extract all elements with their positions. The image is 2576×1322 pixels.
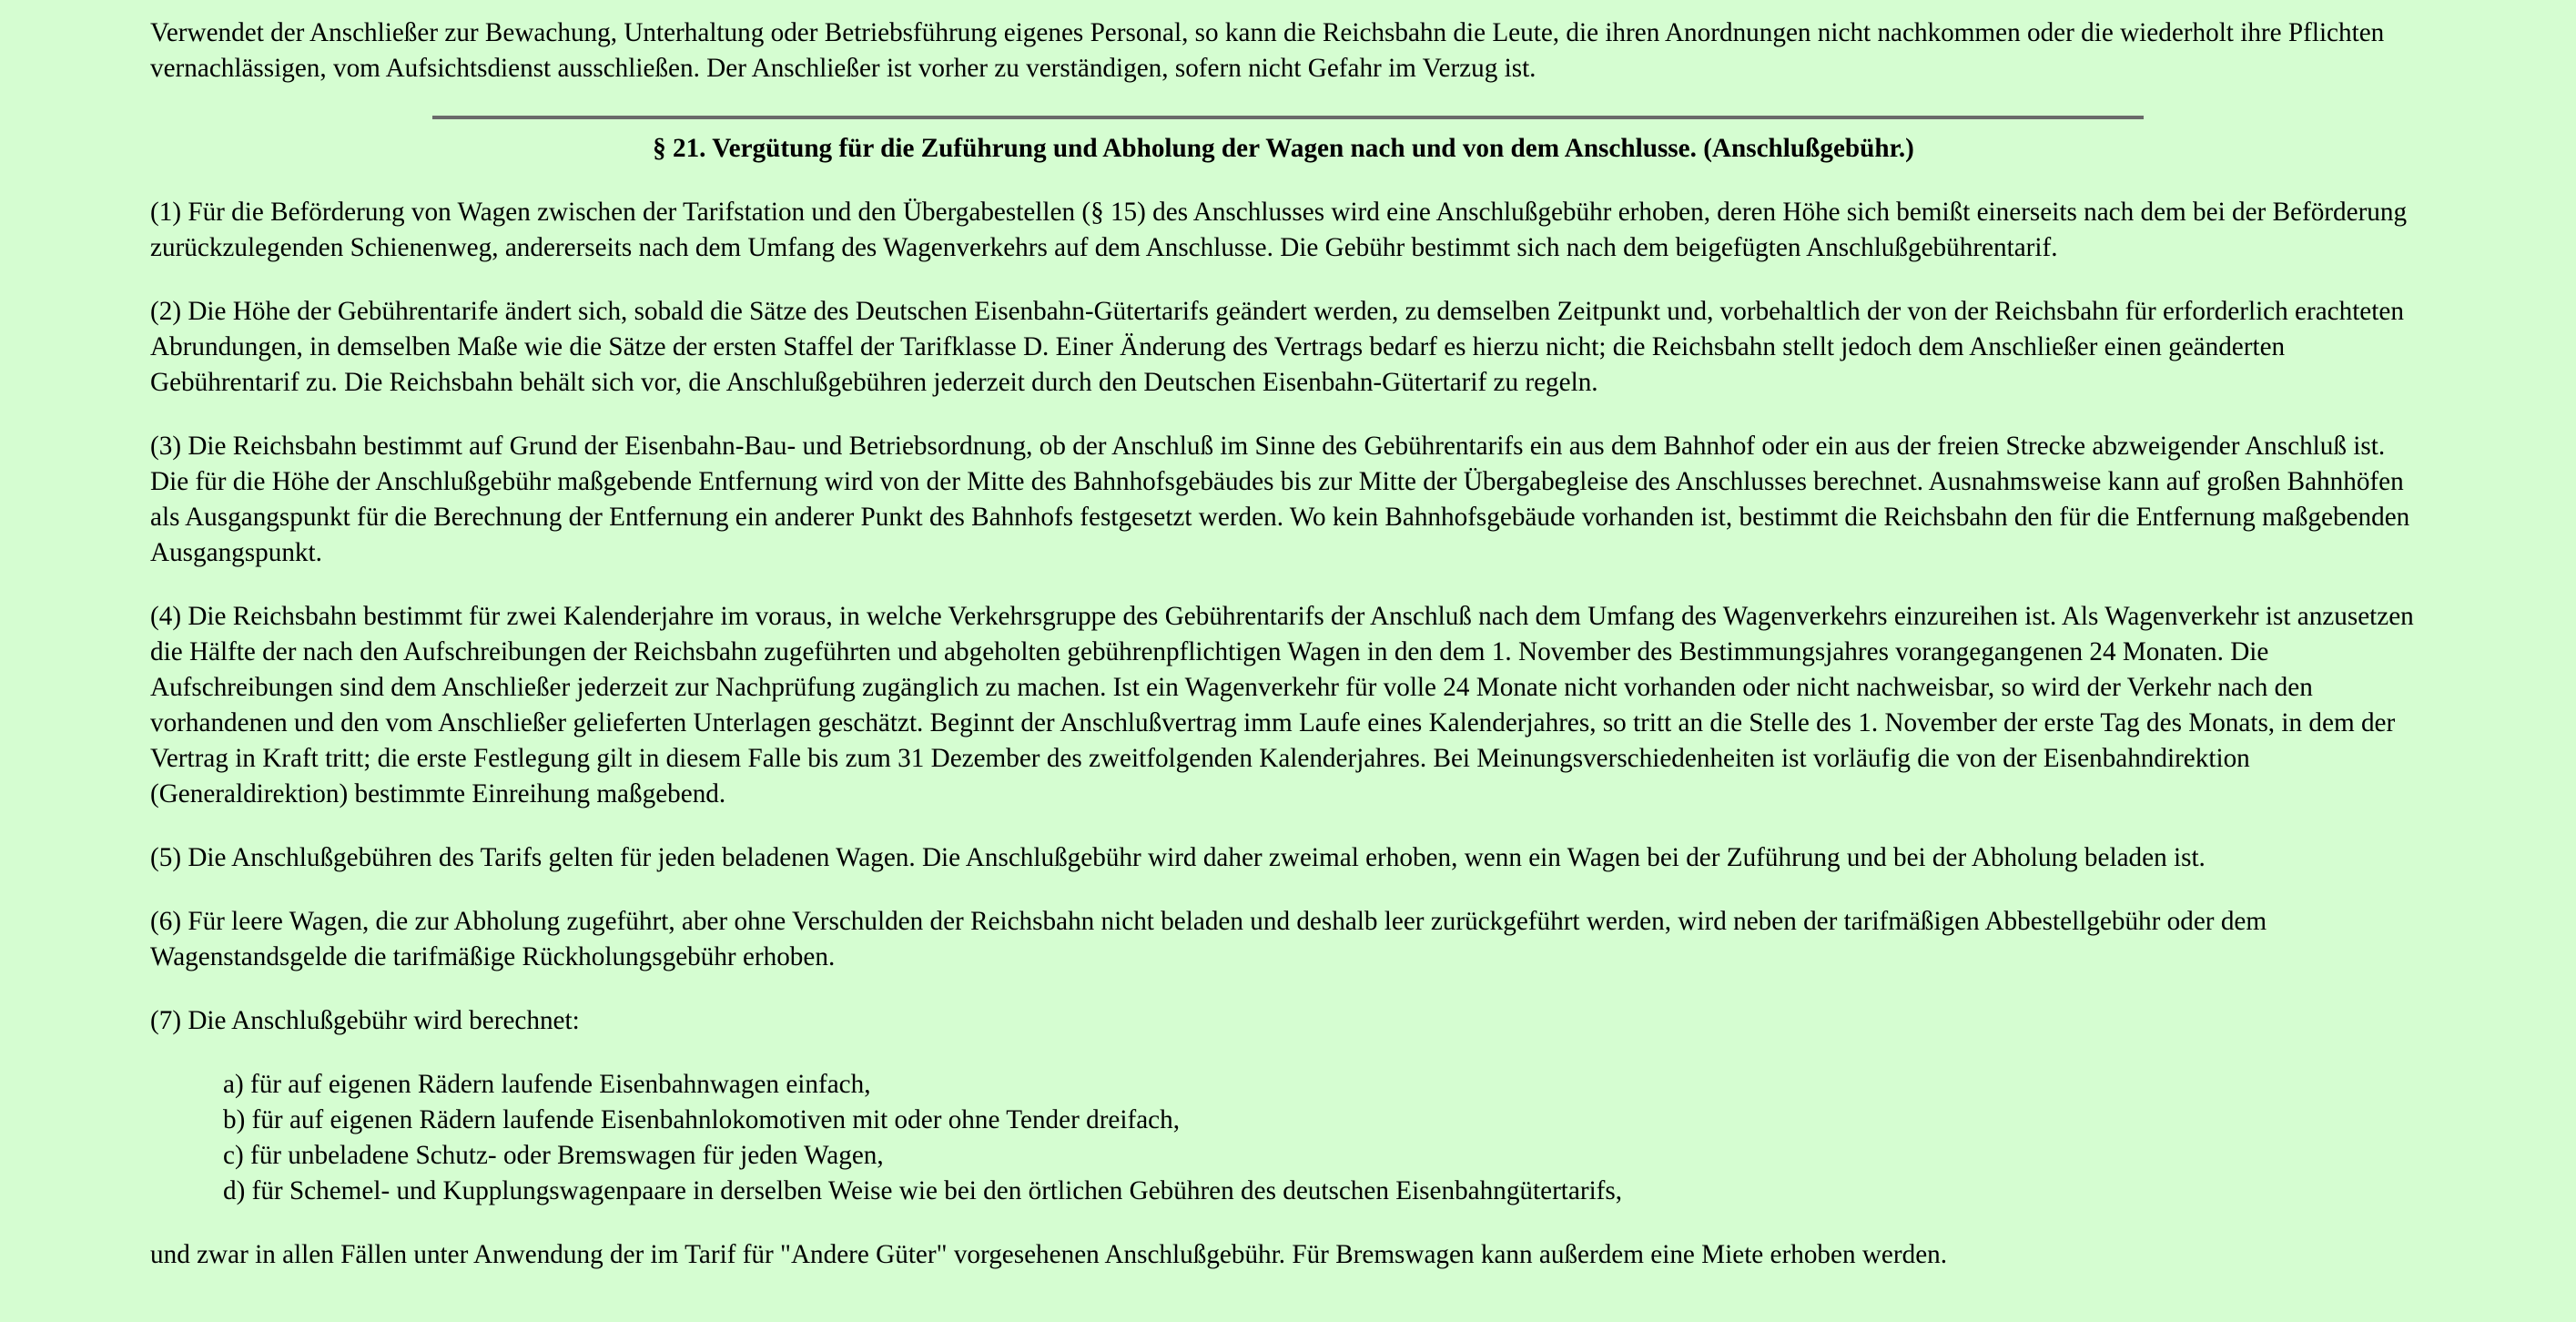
list-item: b) für auf eigenen Rädern laufende Eisenbahnlokomotiven mit oder ohne Tender dreifach, xyxy=(223,1105,1181,1134)
document-body xyxy=(150,15,2426,1301)
list-item: a) für auf eigenen Rädern laufende Eisenbahnwagen einfach, xyxy=(223,1070,871,1099)
list-item: d) für Schemel- und Kupplungswagenpaare in derselben Weise wie bei den örtlichen Gebühren des deutschen Eisenbahngütertarifs, xyxy=(223,1176,1623,1205)
section-heading: § 21. Vergütung für die Zuführung und Abholung der Wagen nach und von dem Anschlusse. (Anschlußgebühr.) xyxy=(653,134,1914,163)
paragraph-7: (7) Die Anschlußgebühr wird berechnet: xyxy=(150,1006,580,1035)
calculation-list xyxy=(150,1067,2426,1209)
paragraph-6: (6) Für leere Wagen, die zur Abholung zugeführt, aber ohne Verschulden der Reichsbahn nicht beladen und deshalb leer zurückgeführt werden, wird neben der tarifmäßigen Abbestellgebühr oder dem Wagenstandsgelde die tarifmäßige Rückholungsgebühr erhoben. xyxy=(150,907,2267,971)
list-item: c) für unbeladene Schutz- oder Bremswagen für jeden Wagen, xyxy=(223,1141,884,1170)
section-divider xyxy=(432,116,2144,119)
closing-paragraph: und zwar in allen Fällen unter Anwendung der im Tarif für "Andere Güter" vorgesehenen Anschlußgebühr. Für Bremswagen kann außerdem eine Miete erhoben werden. xyxy=(150,1240,1948,1269)
paragraph-4: (4) Die Reichsbahn bestimmt für zwei Kalenderjahre im voraus, in welche Verkehrsgruppe des Gebührentarifs der Anschluß nach dem Umfang des Wagenverkehrs einzureihen ist. Als Wagenverkehr ist anzusetzen die Hälfte der nach den Aufschreibungen der Reichsbahn zugeführten und abgeholten gebührenpflichtigen Wagen in den dem 1. November des Bestimmungsjahres vorangegangenen 24 Monaten. Die Aufschreibungen sind dem Anschließer jederzeit zur Nachprüfung zugänglich zu machen. Ist ein Wagenverkehr für volle 24 Monate nicht vorhanden oder nicht nachweisbar, so wird der Verkehr nach den vorhandenen und den vom Anschließer gelieferten Unterlagen geschätzt. Beginnt der Anschlußvertrag imm Laufe eines Kalenderjahres, so tritt an die Stelle des 1. November der erste Tag des Monats, in dem der Vertrag in Kraft tritt; die erste Festlegung gilt in diesem Falle bis zum 31 Dezember des zweitfolgenden Kalenderjahres. Bei Meinungsverschiedenheiten ist vorläufig die von der Eisenbahndirektion (Generaldirektion) bestimmte Einreihung maßgebend. xyxy=(150,602,2414,808)
paragraph-5: (5) Die Anschlußgebühren des Tarifs gelten für jeden beladenen Wagen. Die Anschlußgebühr wird daher zweimal erhoben, wenn ein Wagen bei der Zuführung und bei der Abholung beladen ist. xyxy=(150,843,2206,872)
intro-paragraph: Verwendet der Anschließer zur Bewachung, Unterhaltung oder Betriebsführung eigenes Personal, so kann die Reichsbahn die Leute, die ihren Anordnungen nicht nachkommen oder die wiederholt ihre Pflichten vernachlässigen, vom Aufsichtsdienst ausschließen. Der Anschließer ist vorher zu verständigen, sofern nicht Gefahr im Verzug ist. xyxy=(150,18,2385,83)
paragraph-1: (1) Für die Beförderung von Wagen zwischen der Tarifstation und den Übergabestellen (§ 15) des Anschlusses wird eine Anschlußgebühr erhoben, deren Höhe sich bemißt einerseits nach dem bei der Beförderung zurückzulegenden Schienenweg, andererseits nach dem Umfang des Wagenverkehrs auf dem Anschlusse. Die Gebühr bestimmt sich nach dem beigefügten Anschlußgebührentarif. xyxy=(150,198,2408,262)
paragraph-3: (3) Die Reichsbahn bestimmt auf Grund der Eisenbahn-Bau- und Betriebsordnung, ob der Anschluß im Sinne des Gebührentarifs ein aus dem Bahnhof oder ein aus der freien Strecke abzweigender Anschluß ist. Die für die Höhe der Anschlußgebühr maßgebende Entfernung wird von der Mitte des Bahnhofsgebäudes bis zur Mitte der Übergabegleise des Anschlusses berechnet. Ausnahmsweise kann auf großen Bahnhöfen als Ausgangspunkt für die Berechnung der Entfernung ein anderer Punkt des Bahnhofs festgesetzt werden. Wo kein Bahnhofsgebäude vorhanden ist, bestimmt die Reichsbahn den für die Entfernung maßgebenden Ausgangspunkt. xyxy=(150,432,2410,567)
paragraph-2: (2) Die Höhe der Gebührentarife ändert sich, sobald die Sätze des Deutschen Eisenbahn-Gütertarifs geändert werden, zu demselben Zeitpunkt und, vorbehaltlich der von der Reichsbahn für erforderlich erachteten Abrundungen, in demselben Maße wie die Sätze der ersten Staffel der Tarifklasse D. Einer Änderung des Vertrags bedarf es hierzu nicht; die Reichsbahn stellt jedoch dem Anschließer einen geänderten Gebührentarif zu. Die Reichsbahn behält sich vor, die Anschlußgebühren jederzeit durch den Deutschen Eisenbahn-Gütertarif zu regeln. xyxy=(150,297,2404,397)
